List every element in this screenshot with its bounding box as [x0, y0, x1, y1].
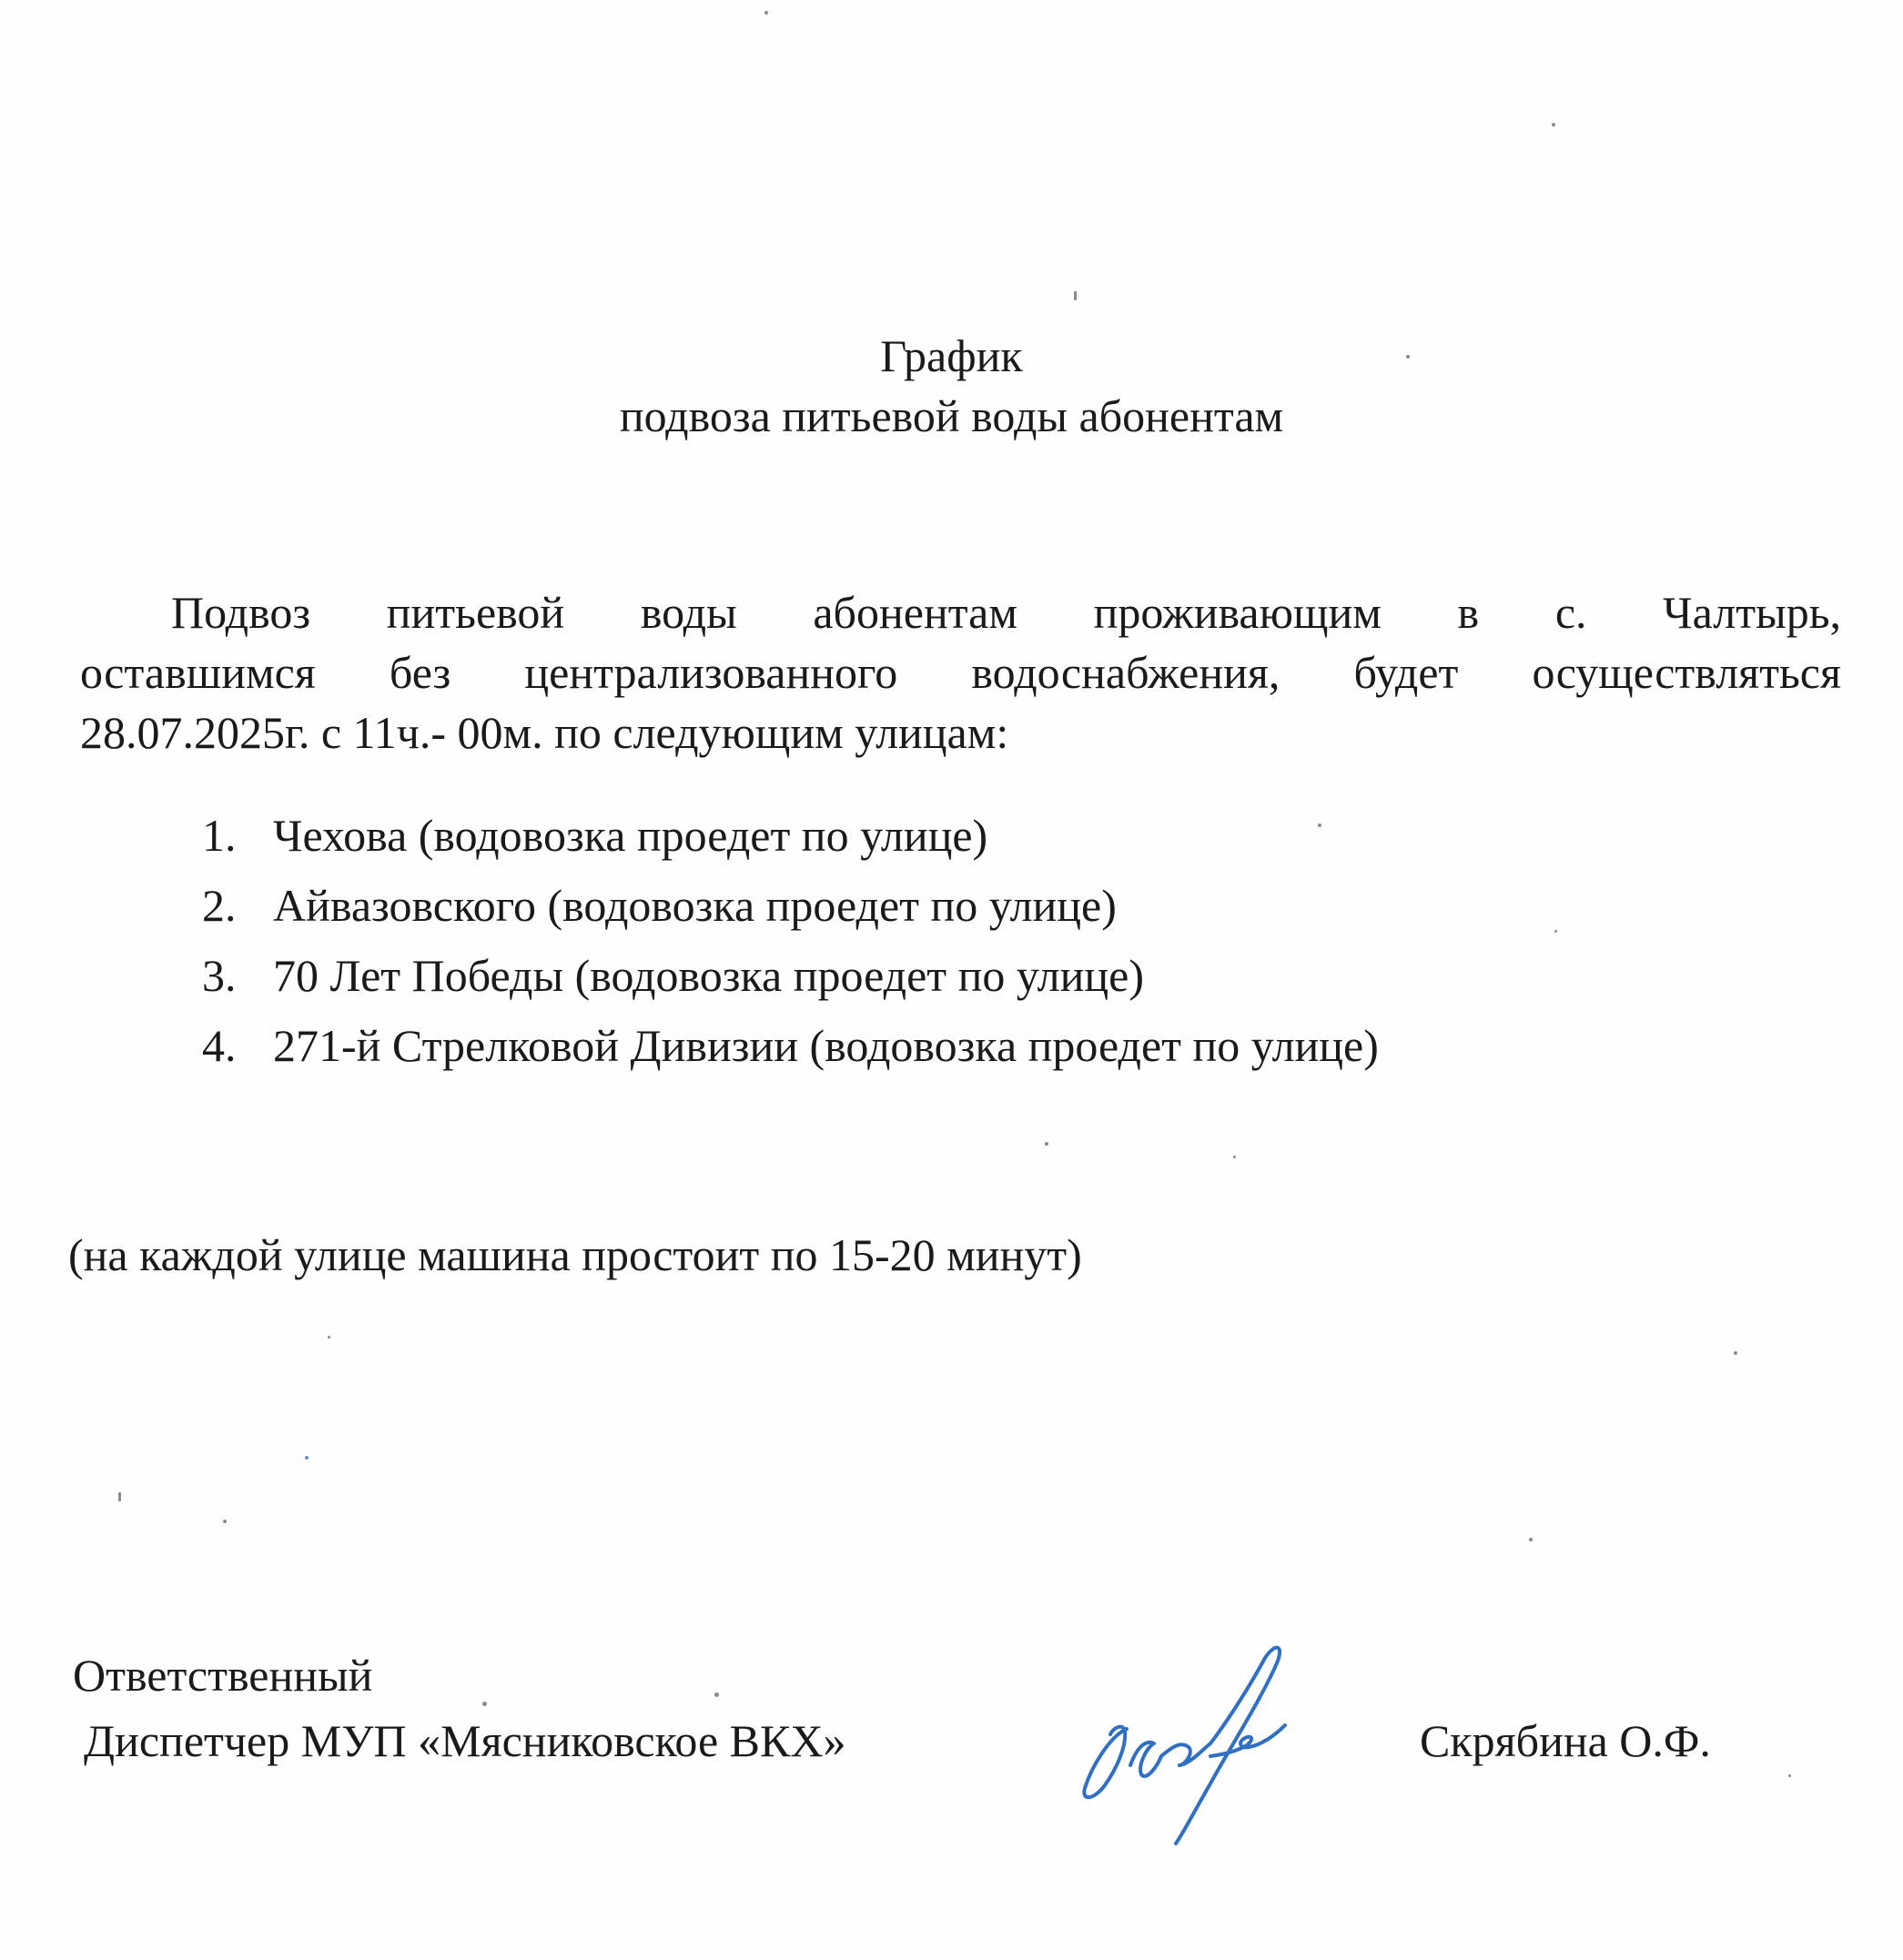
list-item	[202, 871, 1379, 941]
scan-speck	[1529, 1538, 1533, 1541]
dispatcher-label: Диспетчер МУП «Мясниковское ВКХ»	[84, 1715, 846, 1766]
list-item-number: 3.	[202, 950, 237, 1001]
scan-speck	[764, 11, 768, 15]
scan-speck	[714, 1692, 719, 1697]
document-subtitle: подвоза питьевой воды абонентам	[619, 390, 1284, 441]
signer-name: Скрябина О.Ф.	[1420, 1715, 1711, 1766]
signature-icon	[1074, 1629, 1301, 1847]
responsible-label: Ответственный	[73, 1650, 373, 1701]
scan-speck	[1318, 823, 1321, 827]
scan-speck	[1552, 123, 1555, 126]
scan-speck	[1406, 355, 1410, 359]
scan-speck	[1788, 1774, 1791, 1777]
document-title: График	[880, 330, 1023, 381]
scan-speck	[1554, 930, 1557, 933]
scan-speck	[482, 1702, 487, 1706]
list-item-text: Айвазовского (водовозка проедет по улице)	[273, 880, 1117, 931]
list-item-number: 1.	[202, 810, 237, 861]
scan-speck	[328, 1336, 330, 1339]
list-item	[202, 941, 1379, 1011]
paragraph-line: 28.07.2025г. с 11ч.- 00м. по следующим улицам:	[80, 707, 1009, 758]
list-item-number: 2.	[202, 880, 237, 931]
list-item-number: 4.	[202, 1020, 237, 1071]
list-item-text: Чехова (водовозка проедет по улице)	[273, 810, 988, 861]
duration-note: (на каждой улице машина простоит по 15-20 минут)	[68, 1229, 1082, 1280]
paragraph-line: Подвоз питьевой воды абонентам проживающим в с. Чалтырь,	[171, 587, 1841, 638]
street-list	[202, 801, 1379, 1081]
scan-speck	[223, 1520, 227, 1523]
list-item	[202, 1011, 1379, 1081]
scan-speck	[305, 1456, 309, 1460]
body-paragraph	[80, 582, 1841, 763]
scan-speck	[1233, 1156, 1236, 1158]
scan-speck	[1045, 1142, 1048, 1146]
scan-speck	[118, 1492, 121, 1501]
list-item-text: 70 Лет Победы (водовозка проедет по улице)	[273, 950, 1144, 1001]
paragraph-line: оставшимся без централизованного водоснабжения, будет осуществляться	[80, 647, 1841, 698]
scan-speck	[1734, 1351, 1737, 1355]
scan-speck	[1074, 291, 1077, 300]
list-item-text: 271-й Стрелковой Дивизии (водовозка проедет по улице)	[273, 1020, 1379, 1071]
list-item	[202, 801, 1379, 871]
